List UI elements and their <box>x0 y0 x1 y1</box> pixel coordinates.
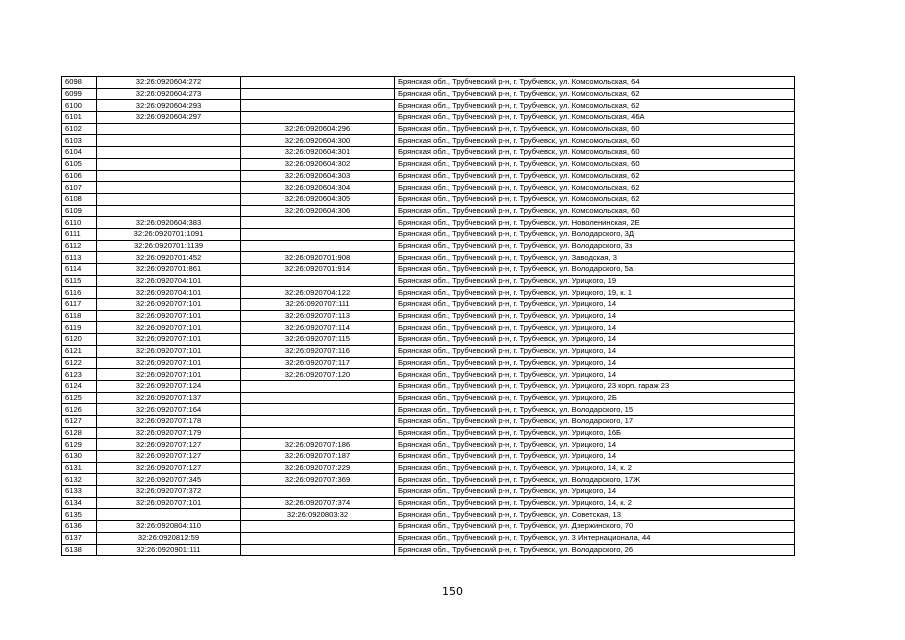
table-row <box>62 462 795 474</box>
object-cadastral-number-cell: 32:26:0920604:306 <box>241 205 395 217</box>
table-row <box>62 252 795 264</box>
cadastral-number-cell: 32:26:0920707:101 <box>97 310 241 322</box>
cadastral-number-cell <box>97 205 241 217</box>
table-row <box>62 474 795 486</box>
table-row <box>62 439 795 451</box>
cadastral-number-cell: 32:26:0920707:101 <box>97 497 241 509</box>
object-cadastral-number-cell: 32:26:0920604:305 <box>241 193 395 205</box>
table-row <box>62 217 795 229</box>
address-cell: Брянская обл., Трубчевский р-н, г. Трубчевск, ул. Дзержинского, 70 <box>395 521 795 533</box>
row-number-cell: 6131 <box>62 462 97 474</box>
row-number-cell: 6103 <box>62 135 97 147</box>
cadastral-number-cell <box>97 170 241 182</box>
address-cell: Брянская обл., Трубчевский р-н, г. Трубчевск, ул. Урицкого, 14 <box>395 299 795 311</box>
object-cadastral-number-cell: 32:26:0920707:115 <box>241 334 395 346</box>
table-row <box>62 415 795 427</box>
address-cell: Брянская обл., Трубчевский р-н, г. Трубчевск, ул. Урицкого, 14, к. 2 <box>395 462 795 474</box>
address-cell: Брянская обл., Трубчевский р-н, г. Трубчевск, ул. Володарского, 26 <box>395 544 795 556</box>
row-number-cell: 6118 <box>62 310 97 322</box>
object-cadastral-number-cell: 32:26:0920701:908 <box>241 252 395 264</box>
address-cell: Брянская обл., Трубчевский р-н, г. Трубчевск, ул. Урицкого, 14 <box>395 334 795 346</box>
address-cell: Брянская обл., Трубчевский р-н, г. Трубчевск, ул. Володарского, 17Ж <box>395 474 795 486</box>
object-cadastral-number-cell: 32:26:0920707:369 <box>241 474 395 486</box>
object-cadastral-number-cell: 32:26:0920707:111 <box>241 299 395 311</box>
object-cadastral-number-cell <box>241 521 395 533</box>
cadastral-number-cell: 32:26:0920707:345 <box>97 474 241 486</box>
table-row <box>62 112 795 124</box>
row-number-cell: 6128 <box>62 427 97 439</box>
table-row <box>62 264 795 276</box>
address-cell: Брянская обл., Трубчевский р-н, г. Трубчевск, ул. Комсомольская, 62 <box>395 182 795 194</box>
object-cadastral-number-cell: 32:26:0920707:117 <box>241 357 395 369</box>
object-cadastral-number-cell: 32:26:0920707:114 <box>241 322 395 334</box>
address-cell: Брянская обл., Трубчевский р-н, г. Трубчевск, ул. Володарского, 3Д <box>395 228 795 240</box>
table-row <box>62 228 795 240</box>
cadastral-number-cell: 32:26:0920707:127 <box>97 462 241 474</box>
address-cell: Брянская обл., Трубчевский р-н, г. Трубчевск, ул. Урицкого, 14 <box>395 369 795 381</box>
table-row <box>62 380 795 392</box>
row-number-cell: 6121 <box>62 345 97 357</box>
table-row <box>62 509 795 521</box>
cadastral-number-cell: 32:26:0920707:101 <box>97 299 241 311</box>
table-row <box>62 357 795 369</box>
row-number-cell: 6111 <box>62 228 97 240</box>
object-cadastral-number-cell <box>241 217 395 229</box>
object-cadastral-number-cell: 32:26:0920604:300 <box>241 135 395 147</box>
cadastral-number-cell: 32:26:0920804:110 <box>97 521 241 533</box>
cadastral-number-cell: 32:26:0920707:164 <box>97 404 241 416</box>
row-number-cell: 6114 <box>62 264 97 276</box>
cadastral-table <box>61 76 795 556</box>
cadastral-number-cell: 32:26:0920704:101 <box>97 275 241 287</box>
address-cell: Брянская обл., Трубчевский р-н, г. Трубчевск, ул. Советская, 13 <box>395 509 795 521</box>
object-cadastral-number-cell <box>241 77 395 89</box>
address-cell: Брянская обл., Трубчевский р-н, г. Трубчевск, ул. Урицкого, 23 корп. гараж 23 <box>395 380 795 392</box>
cadastral-number-cell: 32:26:0920701:452 <box>97 252 241 264</box>
object-cadastral-number-cell: 32:26:0920803:32 <box>241 509 395 521</box>
table-row <box>62 170 795 182</box>
table-row <box>62 544 795 556</box>
table-row <box>62 240 795 252</box>
cadastral-number-cell: 32:26:0920701:1091 <box>97 228 241 240</box>
address-cell: Брянская обл., Трубчевский р-н, г. Трубчевск, ул. Комсомольская, 62 <box>395 100 795 112</box>
row-number-cell: 6109 <box>62 205 97 217</box>
table-row <box>62 100 795 112</box>
row-number-cell: 6105 <box>62 158 97 170</box>
object-cadastral-number-cell: 32:26:0920707:186 <box>241 439 395 451</box>
table-row <box>62 88 795 100</box>
row-number-cell: 6119 <box>62 322 97 334</box>
address-cell: Брянская обл., Трубчевский р-н, г. Трубчевск, ул. Урицкого, 14 <box>395 451 795 463</box>
table-row <box>62 123 795 135</box>
row-number-cell: 6134 <box>62 497 97 509</box>
cadastral-number-cell: 32:26:0920707:124 <box>97 380 241 392</box>
cadastral-number-cell: 32:26:0920604:293 <box>97 100 241 112</box>
row-number-cell: 6123 <box>62 369 97 381</box>
object-cadastral-number-cell <box>241 88 395 100</box>
cadastral-number-cell <box>97 158 241 170</box>
address-cell: Брянская обл., Трубчевский р-н, г. Трубчевск, ул. Урицкого, 14 <box>395 439 795 451</box>
cadastral-number-cell: 32:26:0920704:101 <box>97 287 241 299</box>
row-number-cell: 6120 <box>62 334 97 346</box>
object-cadastral-number-cell <box>241 486 395 498</box>
table-row <box>62 135 795 147</box>
table-body <box>62 77 795 556</box>
address-cell: Брянская обл., Трубчевский р-н, г. Трубчевск, ул. Комсомольская, 62 <box>395 170 795 182</box>
object-cadastral-number-cell <box>241 427 395 439</box>
object-cadastral-number-cell <box>241 380 395 392</box>
row-number-cell: 6138 <box>62 544 97 556</box>
row-number-cell: 6110 <box>62 217 97 229</box>
address-cell: Брянская обл., Трубчевский р-н, г. Трубчевск, ул. Володарского, 17 <box>395 415 795 427</box>
table-row <box>62 77 795 89</box>
object-cadastral-number-cell <box>241 275 395 287</box>
object-cadastral-number-cell: 32:26:0920704:122 <box>241 287 395 299</box>
cadastral-number-cell: 32:26:0920701:1139 <box>97 240 241 252</box>
table-row <box>62 299 795 311</box>
row-number-cell: 6126 <box>62 404 97 416</box>
table-row <box>62 521 795 533</box>
address-cell: Брянская обл., Трубчевский р-н, г. Трубчевск, ул. Урицкого, 19, к. 1 <box>395 287 795 299</box>
cadastral-number-cell <box>97 135 241 147</box>
address-cell: Брянская обл., Трубчевский р-н, г. Трубчевск, ул. Новоленинская, 2Е <box>395 217 795 229</box>
table-row <box>62 287 795 299</box>
address-cell: Брянская обл., Трубчевский р-н, г. Трубчевск, ул. Комсомольская, 64 <box>395 77 795 89</box>
row-number-cell: 6108 <box>62 193 97 205</box>
table-row <box>62 310 795 322</box>
address-cell: Брянская обл., Трубчевский р-н, г. Трубчевск, ул. Володарского, 5а <box>395 264 795 276</box>
address-cell: Брянская обл., Трубчевский р-н, г. Трубчевск, ул. Комсомольская, 60 <box>395 135 795 147</box>
object-cadastral-number-cell <box>241 532 395 544</box>
cadastral-number-cell: 32:26:0920901:111 <box>97 544 241 556</box>
row-number-cell: 6107 <box>62 182 97 194</box>
row-number-cell: 6124 <box>62 380 97 392</box>
object-cadastral-number-cell <box>241 544 395 556</box>
row-number-cell: 6104 <box>62 147 97 159</box>
row-number-cell: 6125 <box>62 392 97 404</box>
object-cadastral-number-cell <box>241 228 395 240</box>
table-row <box>62 486 795 498</box>
address-cell: Брянская обл., Трубчевский р-н, г. Трубчевск, ул. Урицкого, 16Б <box>395 427 795 439</box>
row-number-cell: 6115 <box>62 275 97 287</box>
table-row <box>62 404 795 416</box>
table-row <box>62 427 795 439</box>
address-cell: Брянская обл., Трубчевский р-н, г. Трубчевск, ул. Урицкого, 14 <box>395 357 795 369</box>
object-cadastral-number-cell <box>241 415 395 427</box>
cadastral-number-cell: 32:26:0920707:101 <box>97 369 241 381</box>
row-number-cell: 6099 <box>62 88 97 100</box>
object-cadastral-number-cell <box>241 240 395 252</box>
table-row <box>62 532 795 544</box>
row-number-cell: 6102 <box>62 123 97 135</box>
row-number-cell: 6112 <box>62 240 97 252</box>
row-number-cell: 6137 <box>62 532 97 544</box>
row-number-cell: 6098 <box>62 77 97 89</box>
cadastral-number-cell: 32:26:0920604:273 <box>97 88 241 100</box>
address-cell: Брянская обл., Трубчевский р-н, г. Трубчевск, ул. 3 Интернационала, 44 <box>395 532 795 544</box>
table-row <box>62 334 795 346</box>
table-row <box>62 158 795 170</box>
address-cell: Брянская обл., Трубчевский р-н, г. Трубчевск, ул. Комсомольская, 62 <box>395 193 795 205</box>
address-cell: Брянская обл., Трубчевский р-н, г. Трубчевск, ул. Урицкого, 19 <box>395 275 795 287</box>
row-number-cell: 6127 <box>62 415 97 427</box>
address-cell: Брянская обл., Трубчевский р-н, г. Трубчевск, ул. Володарского, 15 <box>395 404 795 416</box>
address-cell: Брянская обл., Трубчевский р-н, г. Трубчевск, ул. Урицкого, 14 <box>395 310 795 322</box>
cadastral-number-cell: 32:26:0920604:272 <box>97 77 241 89</box>
address-cell: Брянская обл., Трубчевский р-н, г. Трубчевск, ул. Комсомольская, 60 <box>395 147 795 159</box>
row-number-cell: 6100 <box>62 100 97 112</box>
table-row <box>62 392 795 404</box>
table-row <box>62 345 795 357</box>
cadastral-number-cell <box>97 182 241 194</box>
object-cadastral-number-cell: 32:26:0920707:113 <box>241 310 395 322</box>
address-cell: Брянская обл., Трубчевский р-н, г. Трубчевск, ул. Урицкого, 14 <box>395 322 795 334</box>
cadastral-number-cell: 32:26:0920812:59 <box>97 532 241 544</box>
cadastral-number-cell: 32:26:0920707:127 <box>97 439 241 451</box>
cadastral-number-cell: 32:26:0920707:137 <box>97 392 241 404</box>
object-cadastral-number-cell <box>241 100 395 112</box>
cadastral-number-cell: 32:26:0920701:861 <box>97 264 241 276</box>
cadastral-number-cell: 32:26:0920707:101 <box>97 322 241 334</box>
row-number-cell: 6132 <box>62 474 97 486</box>
row-number-cell: 6106 <box>62 170 97 182</box>
address-cell: Брянская обл., Трубчевский р-н, г. Трубчевск, ул. Комсомольская, 60 <box>395 158 795 170</box>
address-cell: Брянская обл., Трубчевский р-н, г. Трубчевск, ул. Урицкого, 2Б <box>395 392 795 404</box>
object-cadastral-number-cell: 32:26:0920604:302 <box>241 158 395 170</box>
cadastral-number-cell <box>97 123 241 135</box>
table-row <box>62 182 795 194</box>
object-cadastral-number-cell: 32:26:0920604:303 <box>241 170 395 182</box>
object-cadastral-number-cell: 32:26:0920701:914 <box>241 264 395 276</box>
address-cell: Брянская обл., Трубчевский р-н, г. Трубчевск, ул. Комсомольская, 46А <box>395 112 795 124</box>
cadastral-number-cell <box>97 193 241 205</box>
cadastral-number-cell: 32:26:0920604:297 <box>97 112 241 124</box>
object-cadastral-number-cell: 32:26:0920707:229 <box>241 462 395 474</box>
cadastral-number-cell: 32:26:0920707:178 <box>97 415 241 427</box>
row-number-cell: 6117 <box>62 299 97 311</box>
address-cell: Брянская обл., Трубчевский р-н, г. Трубчевск, ул. Заводская, 3 <box>395 252 795 264</box>
table-row <box>62 193 795 205</box>
table-row <box>62 451 795 463</box>
object-cadastral-number-cell: 32:26:0920707:187 <box>241 451 395 463</box>
object-cadastral-number-cell <box>241 404 395 416</box>
object-cadastral-number-cell: 32:26:0920604:296 <box>241 123 395 135</box>
row-number-cell: 6136 <box>62 521 97 533</box>
row-number-cell: 6122 <box>62 357 97 369</box>
row-number-cell: 6101 <box>62 112 97 124</box>
cadastral-number-cell: 32:26:0920707:179 <box>97 427 241 439</box>
address-cell: Брянская обл., Трубчевский р-н, г. Трубчевск, ул. Комсомольская, 62 <box>395 88 795 100</box>
cadastral-number-cell: 32:26:0920707:372 <box>97 486 241 498</box>
object-cadastral-number-cell: 32:26:0920604:304 <box>241 182 395 194</box>
cadastral-number-cell: 32:26:0920707:101 <box>97 357 241 369</box>
row-number-cell: 6130 <box>62 451 97 463</box>
address-cell: Брянская обл., Трубчевский р-н, г. Трубчевск, ул. Комсомольская, 60 <box>395 123 795 135</box>
object-cadastral-number-cell: 32:26:0920604:301 <box>241 147 395 159</box>
page-number: 150 <box>442 585 463 598</box>
row-number-cell: 6133 <box>62 486 97 498</box>
table-row <box>62 497 795 509</box>
address-cell: Брянская обл., Трубчевский р-н, г. Трубчевск, ул. Урицкого, 14, к. 2 <box>395 497 795 509</box>
table-row <box>62 322 795 334</box>
object-cadastral-number-cell: 32:26:0920707:120 <box>241 369 395 381</box>
row-number-cell: 6116 <box>62 287 97 299</box>
cadastral-number-cell: 32:26:0920604:383 <box>97 217 241 229</box>
object-cadastral-number-cell: 32:26:0920707:116 <box>241 345 395 357</box>
table-row <box>62 275 795 287</box>
object-cadastral-number-cell <box>241 112 395 124</box>
cadastral-number-cell: 32:26:0920707:101 <box>97 334 241 346</box>
object-cadastral-number-cell: 32:26:0920707:374 <box>241 497 395 509</box>
table-row <box>62 369 795 381</box>
cadastral-number-cell <box>97 509 241 521</box>
row-number-cell: 6129 <box>62 439 97 451</box>
cadastral-number-cell <box>97 147 241 159</box>
row-number-cell: 6135 <box>62 509 97 521</box>
row-number-cell: 6113 <box>62 252 97 264</box>
address-cell: Брянская обл., Трубчевский р-н, г. Трубчевск, ул. Комсомольская, 60 <box>395 205 795 217</box>
address-cell: Брянская обл., Трубчевский р-н, г. Трубчевск, ул. Урицкого, 14 <box>395 486 795 498</box>
address-cell: Брянская обл., Трубчевский р-н, г. Трубчевск, ул. Урицкого, 14 <box>395 345 795 357</box>
cadastral-number-cell: 32:26:0920707:101 <box>97 345 241 357</box>
table-row <box>62 205 795 217</box>
address-cell: Брянская обл., Трубчевский р-н, г. Трубчевск, ул. Володарского, 3з <box>395 240 795 252</box>
object-cadastral-number-cell <box>241 392 395 404</box>
table-row <box>62 147 795 159</box>
cadastral-number-cell: 32:26:0920707:127 <box>97 451 241 463</box>
